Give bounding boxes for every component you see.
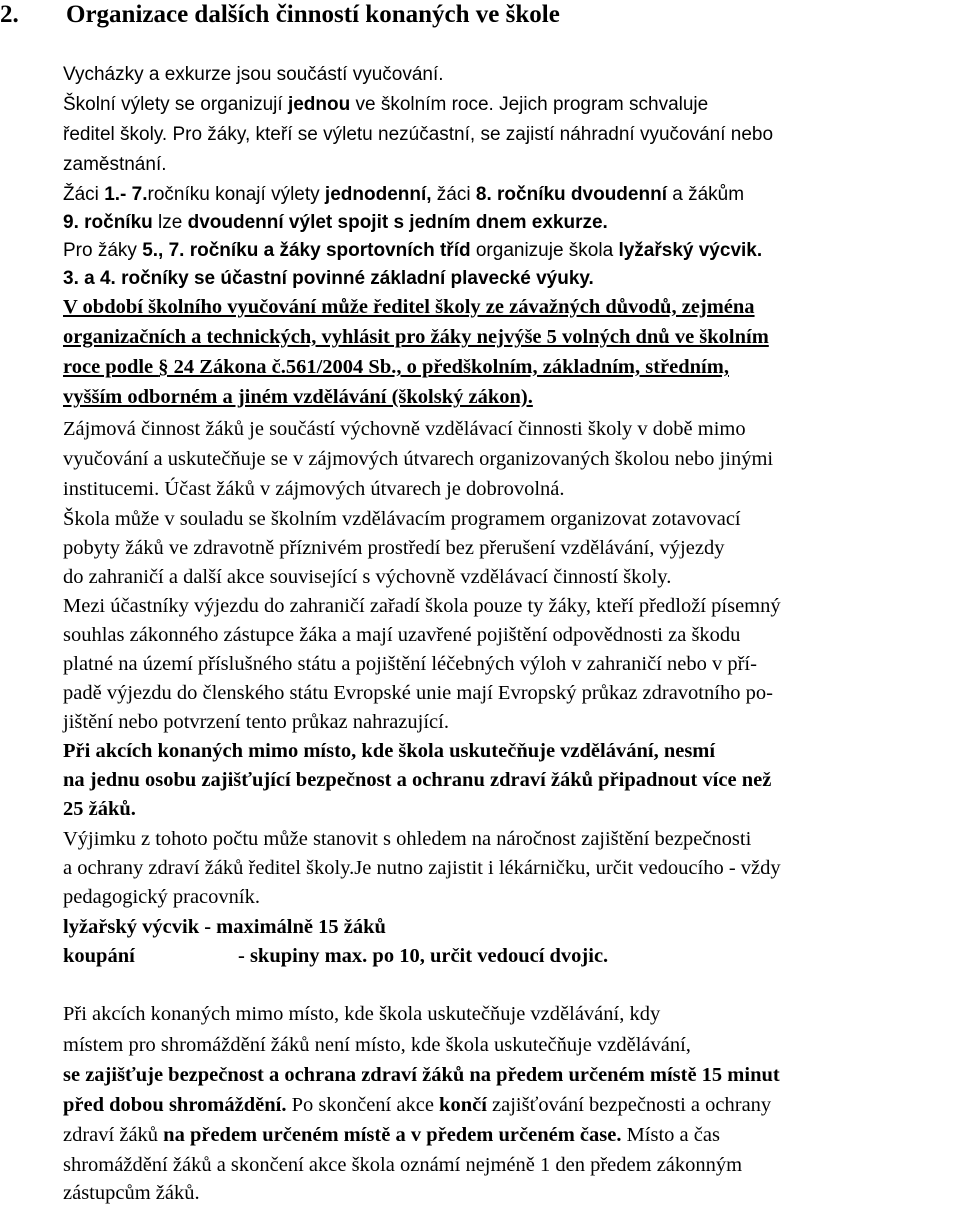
text-line: vyučování a uskutečňuje se v zájmových útvarech organizovaných školou nebo jinými (63, 448, 774, 470)
text-line: Při akcích konaných mimo místo, kde škola uskutečňuje vzdělávání, nesmí (63, 740, 716, 762)
text-line: místem pro shromáždění žáků není místo, kde škola uskutečňuje vzdělávání, (63, 1034, 691, 1056)
text-line: padě výjezdu do členského státu Evropské unie mají Evropský průkaz zdravotního po- (63, 682, 773, 704)
text-line: 9. ročníku lze dvoudenní výlet spojit s jedním dnem exkurze. (63, 212, 608, 233)
text-line: 3. a 4. ročníky se účastní povinné základní plavecké výuky. (63, 268, 594, 289)
text-line: - skupiny max. po 10, určit vedoucí dvojic. (238, 945, 609, 967)
text-line: lyžařský výcvik - maximálně 15 žáků (63, 916, 386, 938)
text-line: shromáždění žáků a skončení akce škola oznámí nejméně 1 den předem zákonným (63, 1154, 743, 1176)
text-line: organizačních a technických, vyhlásit pro žáky nejvýše 5 volných dnů ve školním (63, 326, 769, 348)
text-line: koupání (63, 945, 135, 967)
text-line: Mezi účastníky výjezdu do zahraničí zařadí škola pouze ty žáky, kteří předloží písemný (63, 595, 781, 617)
text-line: a ochrany zdraví žáků ředitel školy.Je nutno zajistit i lékárničku, určit vedoucího - vždy (63, 857, 781, 879)
text-line: Pro žáky 5., 7. ročníku a žáky sportovních tříd organizuje škola lyžařský výcvik. (63, 240, 763, 261)
text-line: souhlas zákonného zástupce žáka a mají uzavřené pojištění odpovědnosti za škodu (63, 624, 741, 646)
text-line: Zájmová činnost žáků je součástí výchovně vzdělávací činnosti školy v době mimo (63, 418, 746, 440)
text-line: roce podle § 24 Zákona č.561/2004 Sb., o předškolním, základním, středním, (63, 356, 729, 378)
text-line: do zahraničí a další akce související s výchovně vzdělávací činností školy. (63, 566, 672, 588)
text-line: Školní výlety se organizují jednou ve školním roce. Jejich program schvaluje (63, 94, 709, 115)
text-line: Vycházky a exkurze jsou součástí vyučování. (63, 64, 444, 85)
text-line: platné na území příslušného státu a pojištění léčebných výloh v zahraničí nebo v pří- (63, 653, 757, 675)
text-line: jištění nebo potvrzení tento průkaz nahrazující. (63, 711, 449, 733)
text-line: se zajišťuje bezpečnost a ochrana zdraví žáků na předem určeném místě 15 minut (63, 1064, 780, 1086)
text-line: V období školního vyučování může ředitel školy ze závažných důvodů, zejména (63, 296, 755, 318)
section-heading (0, 0, 560, 30)
text-line: zdraví žáků na předem určeném místě a v předem určeném čase. Místo a čas (63, 1124, 720, 1146)
text-line: na jednu osobu zajišťující bezpečnost a ochranu zdraví žáků připadnout více než (63, 769, 772, 791)
section-title: Organizace dalších činností konaných ve škole (66, 1, 560, 28)
text-line: 25 žáků. (63, 798, 136, 820)
text-line: zástupcům žáků. (63, 1182, 200, 1204)
text-line: Výjimku z tohoto počtu může stanovit s ohledem na náročnost zajištění bezpečnosti (63, 828, 752, 850)
text-line: zaměstnání. (63, 154, 167, 175)
text-line: Při akcích konaných mimo místo, kde škola uskutečňuje vzdělávání, kdy (63, 1003, 661, 1025)
text-line: ředitel školy. Pro žáky, kteří se výletu nezúčastní, se zajistí náhradní vyučování nebo (63, 124, 774, 145)
text-line: Škola může v souladu se školním vzdělávacím programem organizovat zotavovací (63, 508, 741, 530)
text-line: Žáci 1.- 7.ročníku konají výlety jednodenní, žáci 8. ročníku dvoudenní a žákům (63, 184, 745, 205)
text-line: vyšším odborném a jiném vzdělávání (školský zákon). (63, 386, 533, 408)
text-line: pedagogický pracovník. (63, 886, 260, 908)
text-line: pobyty žáků ve zdravotně příznivém prostředí bez přerušení vzdělávání, výjezdy (63, 537, 725, 559)
text-line: institucemi. Účast žáků v zájmových útvarech je dobrovolná. (63, 478, 565, 500)
text-line: před dobou shromáždění. Po skončení akce končí zajišťování bezpečnosti a ochrany (63, 1094, 772, 1116)
section-number: 2. (0, 1, 19, 28)
